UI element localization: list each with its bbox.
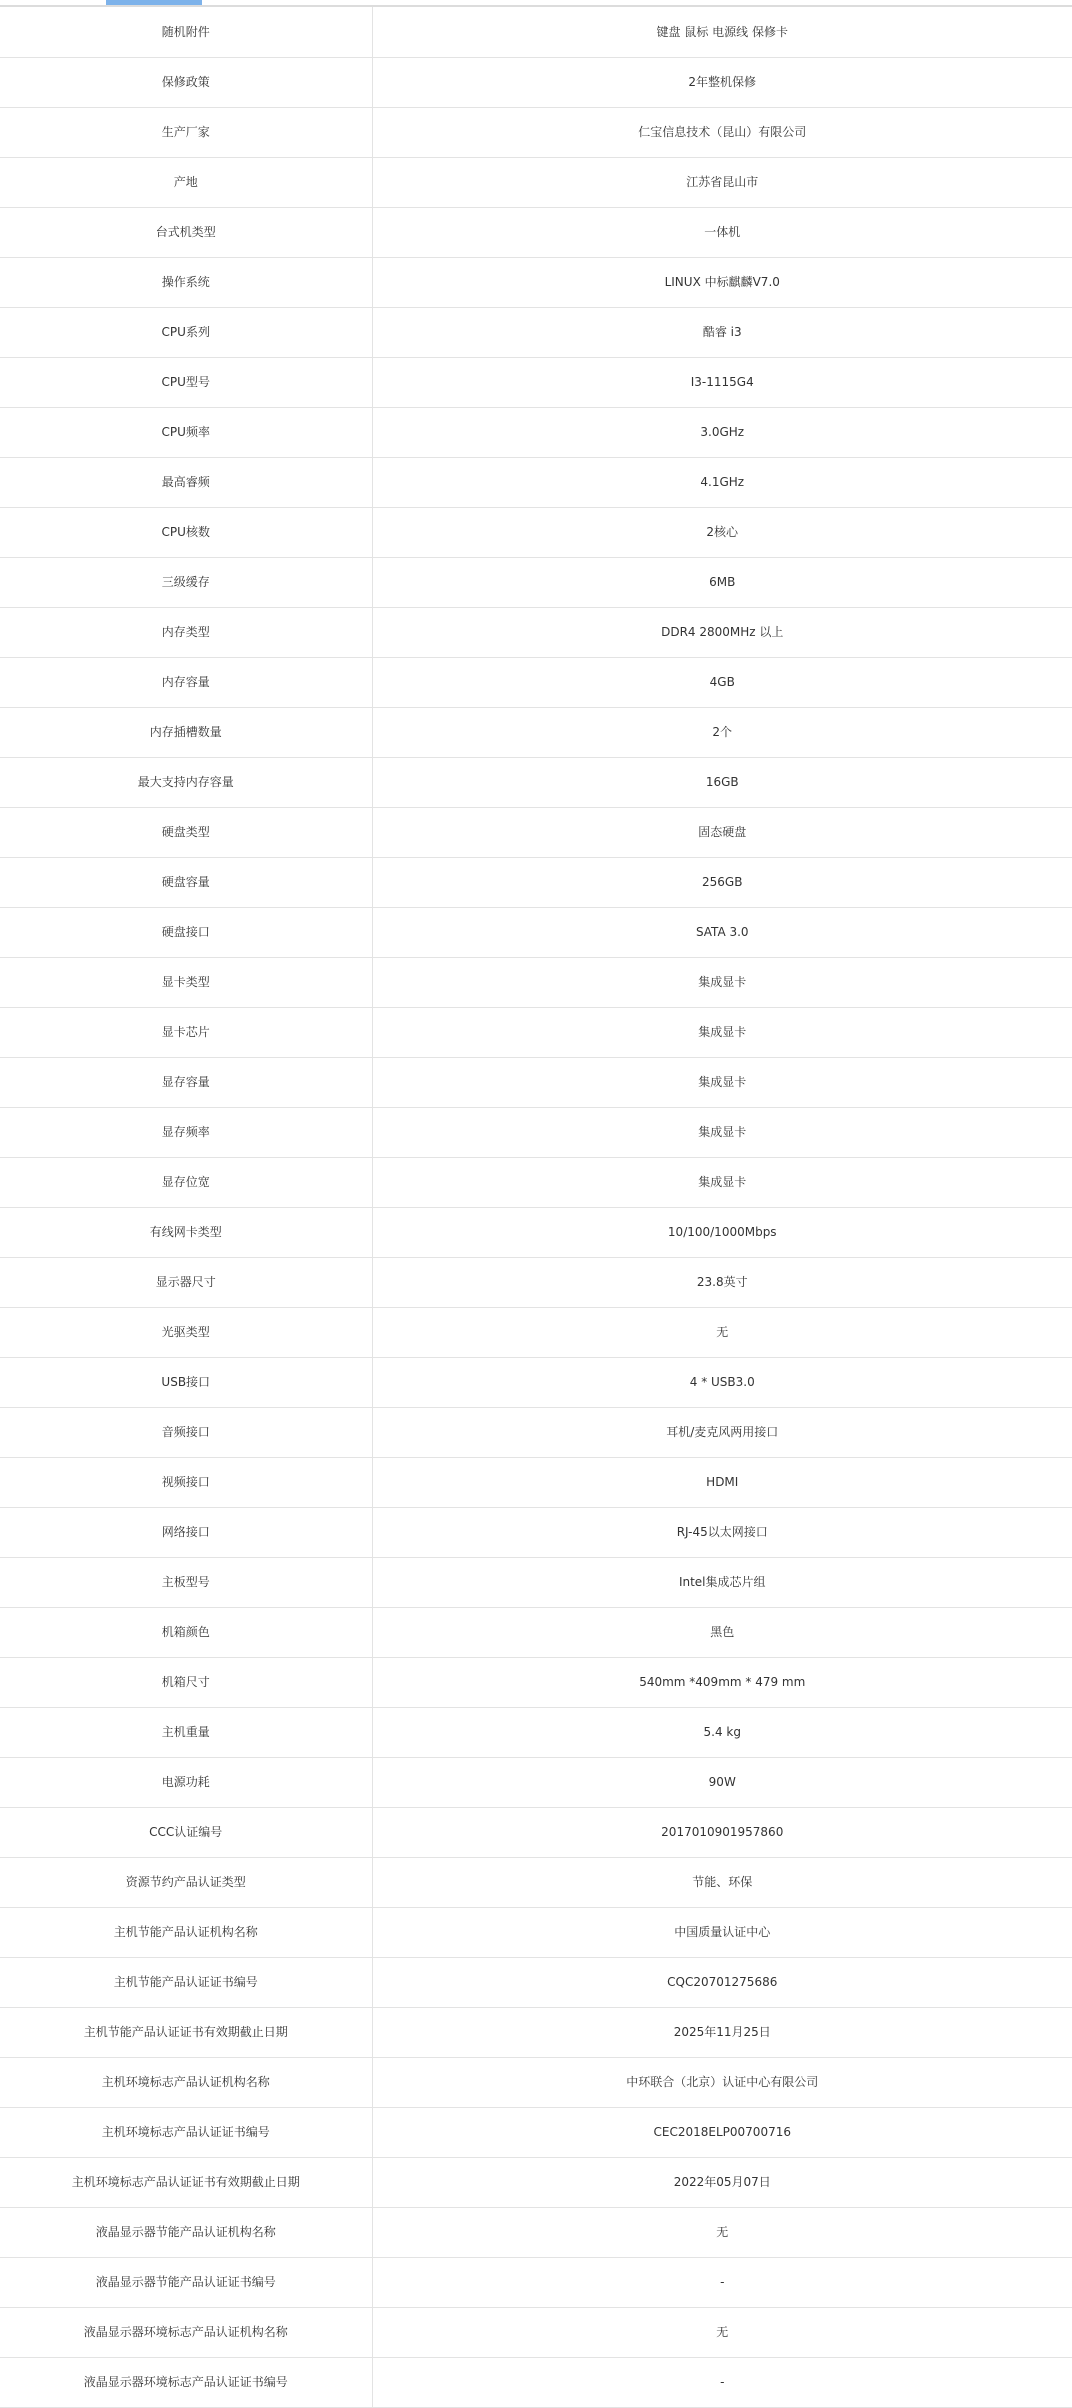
spec-label: 台式机类型: [0, 207, 372, 257]
spec-value: RJ-45以太网接口: [372, 1507, 1072, 1557]
spec-label: 保修政策: [0, 57, 372, 107]
spec-value: 酷睿 i3: [372, 307, 1072, 357]
table-row: [0, 207, 1072, 257]
spec-label: 最大支持内存容量: [0, 757, 372, 807]
spec-label: 液晶显示器环境标志产品认证证书编号: [0, 2357, 372, 2407]
spec-label: 显卡类型: [0, 957, 372, 1007]
table-row: [0, 957, 1072, 1007]
table-row: [0, 457, 1072, 507]
spec-label: 电源功耗: [0, 1757, 372, 1807]
table-row: [0, 1657, 1072, 1707]
spec-value: 集成显卡: [372, 1057, 1072, 1107]
spec-value: 集成显卡: [372, 1007, 1072, 1057]
spec-value: 集成显卡: [372, 1107, 1072, 1157]
table-row: [0, 2257, 1072, 2307]
spec-value: 540mm *409mm * 479 mm: [372, 1657, 1072, 1707]
spec-label: 显存频率: [0, 1107, 372, 1157]
spec-value: 23.8英寸: [372, 1257, 1072, 1307]
table-row: [0, 807, 1072, 857]
table-row: [0, 2107, 1072, 2157]
spec-label: 主机环境标志产品认证证书编号: [0, 2107, 372, 2157]
spec-value: DDR4 2800MHz 以上: [372, 607, 1072, 657]
spec-label: 主机重量: [0, 1707, 372, 1757]
spec-label: CPU型号: [0, 357, 372, 407]
table-row: [0, 2207, 1072, 2257]
table-row: [0, 1507, 1072, 1557]
spec-value: 无: [372, 2207, 1072, 2257]
table-row: [0, 657, 1072, 707]
spec-label: 机箱颜色: [0, 1607, 372, 1657]
table-row: [0, 1907, 1072, 1957]
spec-value: HDMI: [372, 1457, 1072, 1507]
spec-value: 2个: [372, 707, 1072, 757]
spec-label: 操作系统: [0, 257, 372, 307]
table-row: [0, 407, 1072, 457]
spec-label: 资源节约产品认证类型: [0, 1857, 372, 1907]
spec-label: CPU系列: [0, 307, 372, 357]
spec-value: 3.0GHz: [372, 407, 1072, 457]
spec-value: 2核心: [372, 507, 1072, 557]
spec-value: I3-1115G4: [372, 357, 1072, 407]
spec-value: 固态硬盘: [372, 807, 1072, 857]
spec-value: LINUX 中标麒麟V7.0: [372, 257, 1072, 307]
table-row: [0, 2307, 1072, 2357]
spec-label: 随机附件: [0, 7, 372, 57]
table-row: [0, 1957, 1072, 2007]
spec-value: 耳机/麦克风两用接口: [372, 1407, 1072, 1457]
spec-label: CPU核数: [0, 507, 372, 557]
spec-label: 显存位宽: [0, 1157, 372, 1207]
table-row: [0, 1057, 1072, 1107]
table-row: [0, 2357, 1072, 2407]
table-row: [0, 1307, 1072, 1357]
spec-label: 三级缓存: [0, 557, 372, 607]
spec-value: 4GB: [372, 657, 1072, 707]
table-row: [0, 7, 1072, 57]
spec-value: Intel集成芯片组: [372, 1557, 1072, 1607]
spec-value: -: [372, 2357, 1072, 2407]
spec-value: SATA 3.0: [372, 907, 1072, 957]
table-row: [0, 907, 1072, 957]
spec-value: CQC20701275686: [372, 1957, 1072, 2007]
spec-label: 显卡芯片: [0, 1007, 372, 1057]
spec-label: CPU频率: [0, 407, 372, 457]
table-row: [0, 1157, 1072, 1207]
spec-label: 显示器尺寸: [0, 1257, 372, 1307]
table-row: [0, 1257, 1072, 1307]
spec-label: 主机节能产品认证机构名称: [0, 1907, 372, 1957]
spec-value: 无: [372, 2307, 1072, 2357]
table-row: [0, 757, 1072, 807]
table-row: [0, 357, 1072, 407]
spec-value: 256GB: [372, 857, 1072, 907]
table-row: [0, 257, 1072, 307]
table-row: [0, 57, 1072, 107]
table-row: [0, 1857, 1072, 1907]
table-row: [0, 2057, 1072, 2107]
spec-label: 液晶显示器节能产品认证机构名称: [0, 2207, 372, 2257]
spec-label: 内存类型: [0, 607, 372, 657]
spec-value: -: [372, 2257, 1072, 2307]
table-row: [0, 1357, 1072, 1407]
spec-label: 生产厂家: [0, 107, 372, 157]
spec-label: 硬盘类型: [0, 807, 372, 857]
spec-label: USB接口: [0, 1357, 372, 1407]
spec-value: 集成显卡: [372, 1157, 1072, 1207]
spec-label: 显存容量: [0, 1057, 372, 1107]
spec-label: 音频接口: [0, 1407, 372, 1457]
table-row: [0, 307, 1072, 357]
spec-value: 2022年05月07日: [372, 2157, 1072, 2207]
spec-value: 键盘 鼠标 电源线 保修卡: [372, 7, 1072, 57]
table-row: [0, 707, 1072, 757]
spec-value: 6MB: [372, 557, 1072, 607]
table-row: [0, 2007, 1072, 2057]
spec-label: 网络接口: [0, 1507, 372, 1557]
spec-value: 2025年11月25日: [372, 2007, 1072, 2057]
spec-label: 主板型号: [0, 1557, 372, 1607]
table-row: [0, 157, 1072, 207]
spec-value: 16GB: [372, 757, 1072, 807]
table-row: [0, 1707, 1072, 1757]
spec-value: 集成显卡: [372, 957, 1072, 1007]
table-row: [0, 1457, 1072, 1507]
spec-table: [0, 7, 1072, 2408]
table-row: [0, 2157, 1072, 2207]
tab-strip: [0, 0, 1072, 7]
table-row: [0, 1757, 1072, 1807]
spec-label: 内存插槽数量: [0, 707, 372, 757]
spec-value: 黑色: [372, 1607, 1072, 1657]
spec-value: 无: [372, 1307, 1072, 1357]
spec-value: 2年整机保修: [372, 57, 1072, 107]
spec-label: 最高睿频: [0, 457, 372, 507]
spec-value: 2017010901957860: [372, 1807, 1072, 1857]
table-row: [0, 1607, 1072, 1657]
spec-value: 中国质量认证中心: [372, 1907, 1072, 1957]
table-row: [0, 1007, 1072, 1057]
spec-value: 4.1GHz: [372, 457, 1072, 507]
spec-label: CCC认证编号: [0, 1807, 372, 1857]
spec-value: 江苏省昆山市: [372, 157, 1072, 207]
spec-value: 一体机: [372, 207, 1072, 257]
spec-label: 光驱类型: [0, 1307, 372, 1357]
table-row: [0, 857, 1072, 907]
spec-table-body: [0, 7, 1072, 2407]
table-row: [0, 1407, 1072, 1457]
spec-label: 液晶显示器环境标志产品认证机构名称: [0, 2307, 372, 2357]
spec-label: 内存容量: [0, 657, 372, 707]
spec-value: 5.4 kg: [372, 1707, 1072, 1757]
spec-label: 液晶显示器节能产品认证证书编号: [0, 2257, 372, 2307]
spec-label: 产地: [0, 157, 372, 207]
table-row: [0, 1807, 1072, 1857]
spec-value: CEC2018ELP00700716: [372, 2107, 1072, 2157]
table-row: [0, 1207, 1072, 1257]
table-row: [0, 557, 1072, 607]
table-row: [0, 107, 1072, 157]
table-row: [0, 607, 1072, 657]
spec-value: 中环联合（北京）认证中心有限公司: [372, 2057, 1072, 2107]
spec-value: 90W: [372, 1757, 1072, 1807]
spec-value: 4 * USB3.0: [372, 1357, 1072, 1407]
spec-label: 有线网卡类型: [0, 1207, 372, 1257]
spec-label: 主机节能产品认证证书编号: [0, 1957, 372, 2007]
spec-label: 视频接口: [0, 1457, 372, 1507]
spec-label: 主机环境标志产品认证证书有效期截止日期: [0, 2157, 372, 2207]
spec-label: 主机环境标志产品认证机构名称: [0, 2057, 372, 2107]
table-row: [0, 1557, 1072, 1607]
spec-value: 节能、环保: [372, 1857, 1072, 1907]
spec-label: 主机节能产品认证证书有效期截止日期: [0, 2007, 372, 2057]
spec-value: 仁宝信息技术（昆山）有限公司: [372, 107, 1072, 157]
spec-label: 硬盘容量: [0, 857, 372, 907]
spec-label: 机箱尺寸: [0, 1657, 372, 1707]
spec-label: 硬盘接口: [0, 907, 372, 957]
table-row: [0, 507, 1072, 557]
table-row: [0, 1107, 1072, 1157]
spec-value: 10/100/1000Mbps: [372, 1207, 1072, 1257]
